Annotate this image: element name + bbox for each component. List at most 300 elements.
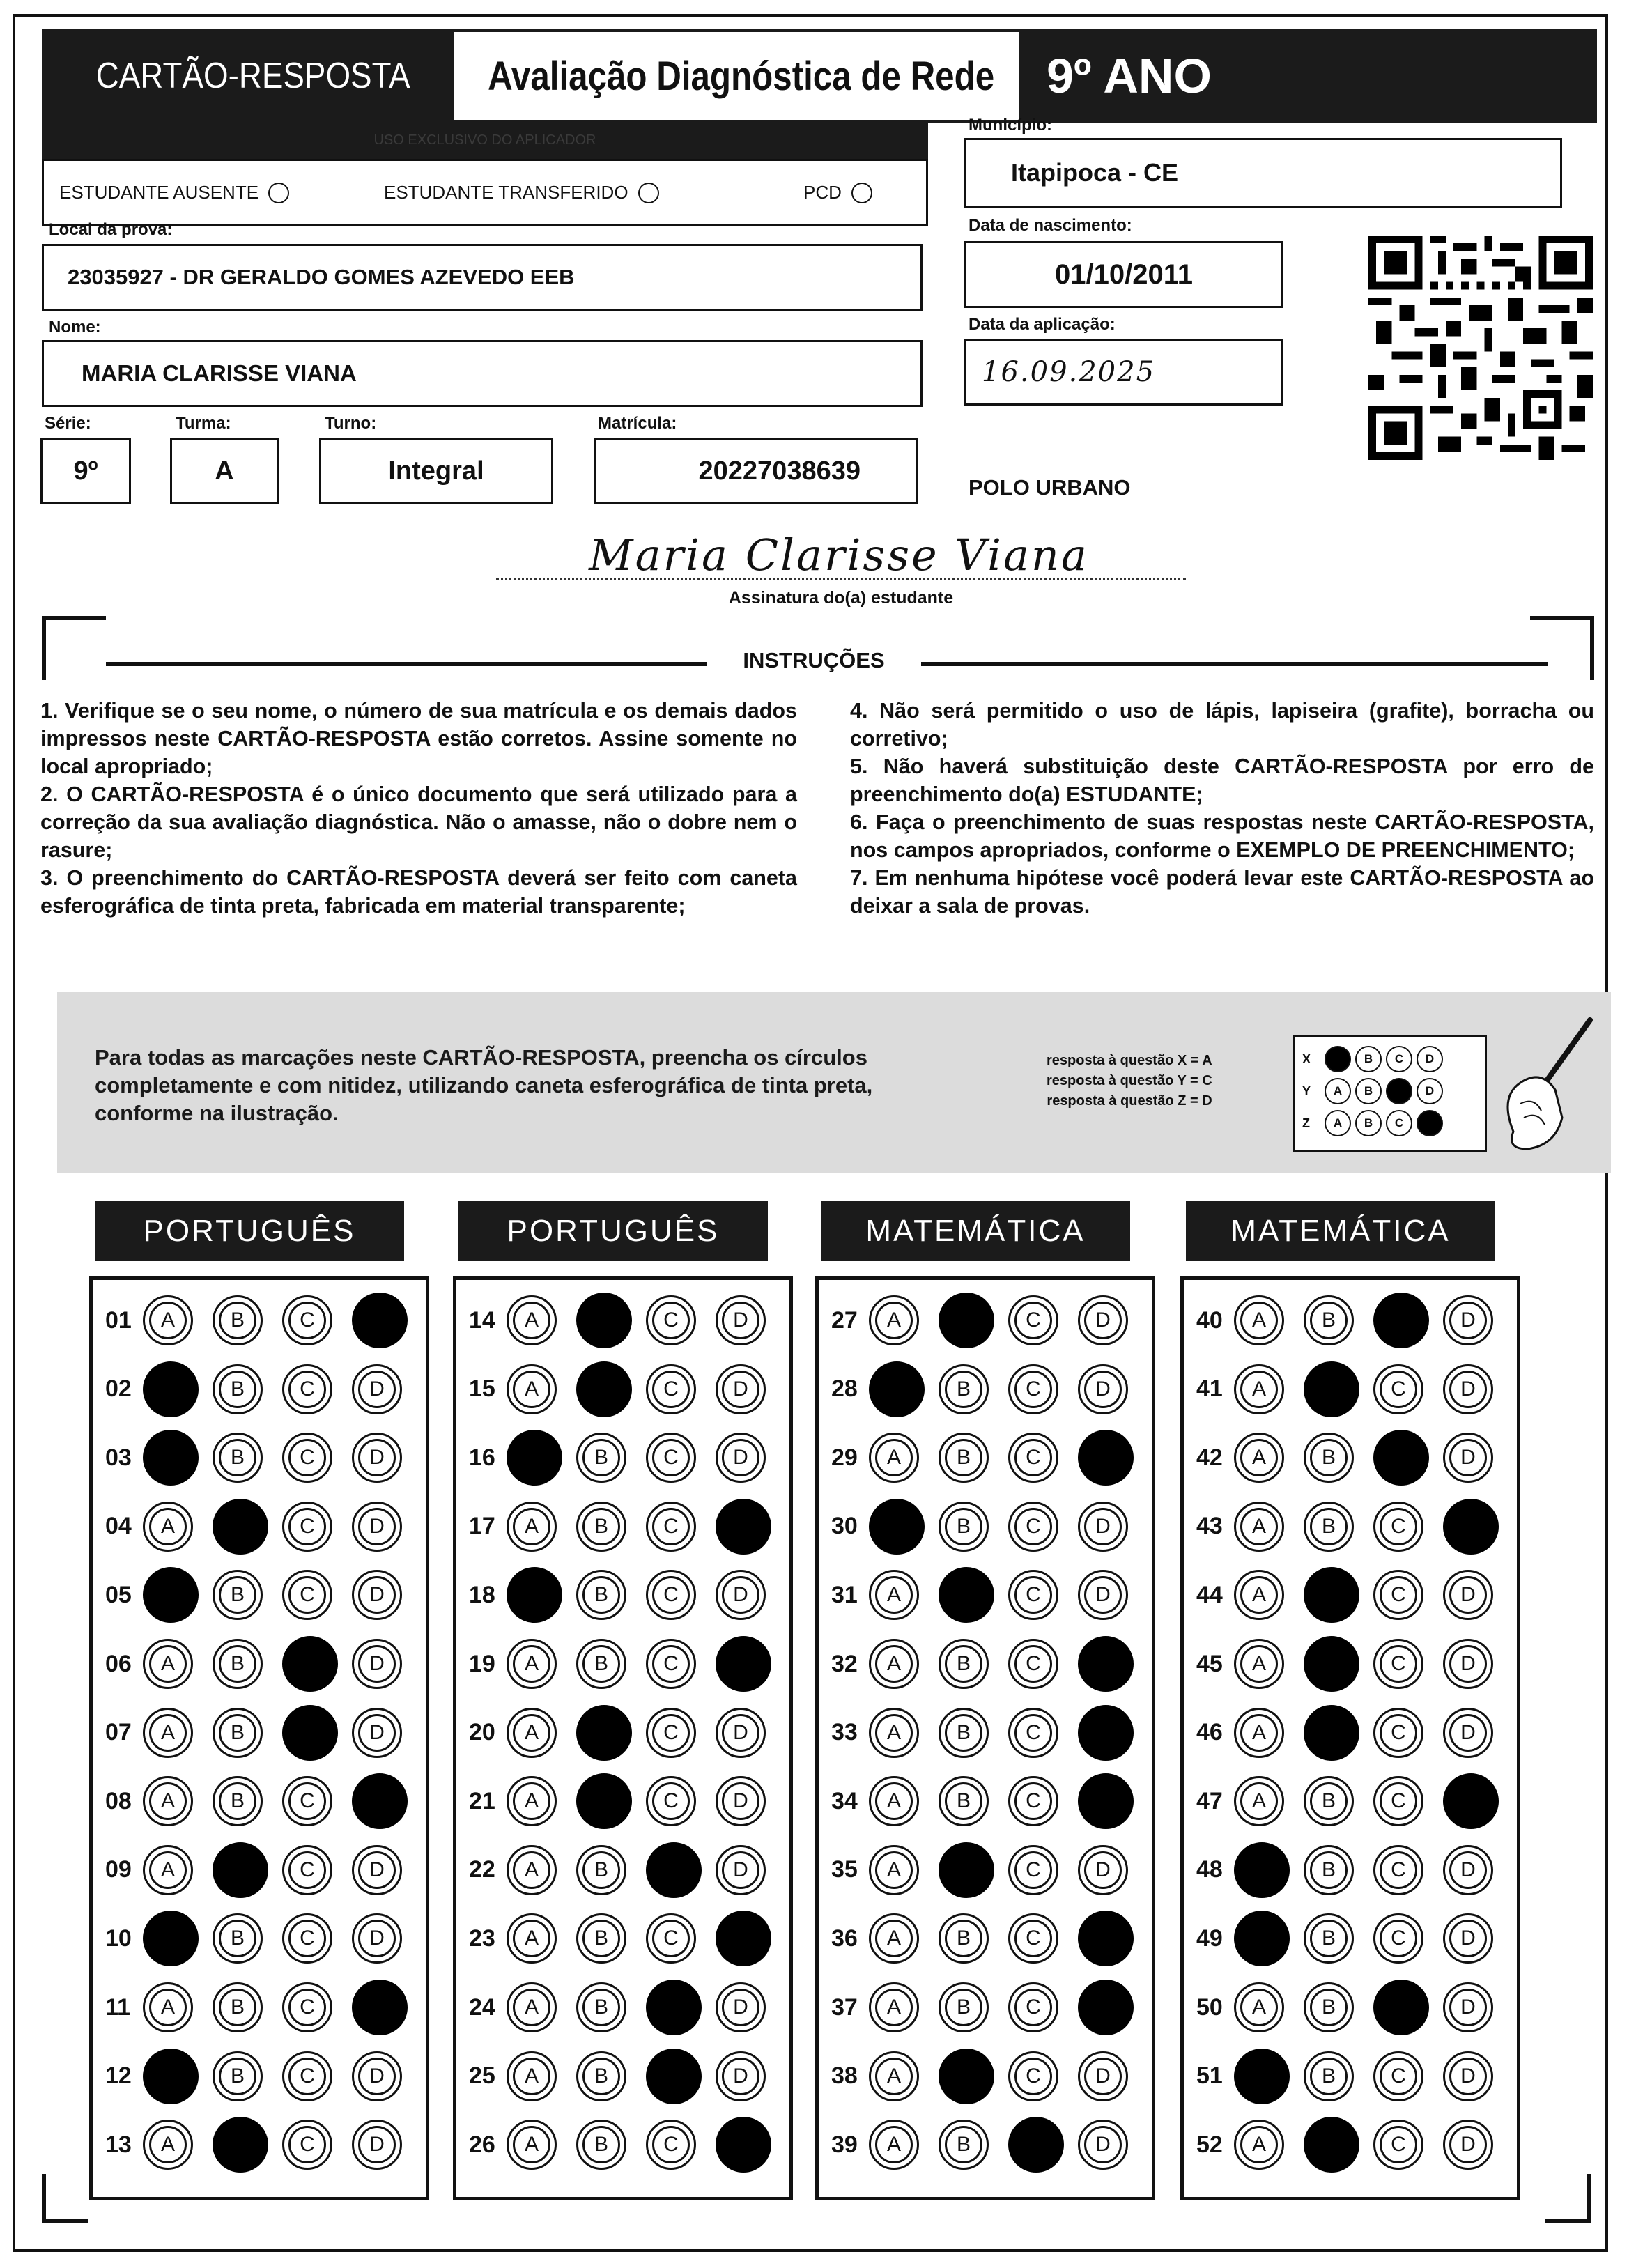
answer-bubble[interactable] bbox=[1234, 1295, 1284, 1345]
filling-example-text: Para todas as marcações neste CARTÃO-RESPOSTA, preencha os círculos completamente e com nitidez, utilizando caneta esferográfica de tinta preta, conforme na ilustração. bbox=[95, 1045, 873, 1125]
turno-field bbox=[319, 438, 553, 504]
answer-bubble-filled[interactable] bbox=[143, 2049, 199, 2104]
bubble-letter: B bbox=[1324, 2133, 1338, 2157]
answer-bubble[interactable] bbox=[869, 1845, 919, 1895]
answer-bubble[interactable] bbox=[213, 1295, 263, 1345]
answer-bubble[interactable] bbox=[282, 1776, 332, 1826]
answer-bubble-filled[interactable] bbox=[1234, 1911, 1290, 1966]
instruction-item: 5. Não haverá substituição deste CARTÃO-RESPOSTA por erro de preenchimento do(a) ESTUDANTE; bbox=[850, 755, 1594, 806]
bubble-letter: C bbox=[300, 1996, 315, 2019]
answer-bubble[interactable] bbox=[869, 2051, 919, 2101]
answer-bubble[interactable] bbox=[939, 1433, 989, 1483]
answer-bubble[interactable] bbox=[507, 1295, 557, 1345]
answer-bubble[interactable] bbox=[507, 2051, 557, 2101]
nome-field bbox=[42, 340, 923, 407]
answer-bubble-filled[interactable] bbox=[1443, 1499, 1499, 1555]
bubble-letter: B bbox=[594, 1583, 608, 1607]
answer-bubble-filled[interactable] bbox=[869, 1499, 925, 1555]
bubble-letter: C bbox=[663, 1514, 679, 1538]
answer-bubble[interactable] bbox=[939, 1639, 989, 1689]
answer-bubble[interactable] bbox=[1373, 1776, 1423, 1826]
answer-bubble-filled[interactable] bbox=[1078, 1980, 1134, 2035]
question-row bbox=[1196, 1293, 1513, 1348]
bubble-letter: A bbox=[1254, 1858, 1269, 1881]
answer-bubble-filled[interactable] bbox=[1078, 1911, 1134, 1966]
answer-bubble[interactable] bbox=[1443, 2120, 1493, 2170]
answer-bubble[interactable] bbox=[646, 1364, 696, 1414]
answer-bubble[interactable] bbox=[716, 1708, 766, 1758]
answer-bubble[interactable] bbox=[507, 1502, 557, 1552]
answer-bubble-filled[interactable] bbox=[716, 1911, 771, 1966]
bubble-letter: A bbox=[1254, 2064, 1269, 2088]
question-row bbox=[831, 1980, 1148, 2035]
answer-bubble[interactable] bbox=[939, 1502, 989, 1552]
answer-bubble[interactable] bbox=[213, 1982, 263, 2032]
bubble-letter: A bbox=[886, 1927, 901, 1950]
answer-bubble-filled[interactable] bbox=[576, 1705, 632, 1761]
answer-bubble-filled[interactable] bbox=[1373, 1430, 1429, 1486]
answer-bubble-filled[interactable] bbox=[143, 1430, 199, 1486]
answer-bubble[interactable] bbox=[352, 2051, 402, 2101]
aplicacao-field[interactable] bbox=[964, 339, 1283, 406]
answer-bubble[interactable] bbox=[1234, 1708, 1284, 1758]
answer-bubble-filled[interactable] bbox=[716, 1499, 771, 1555]
answer-bubble[interactable] bbox=[1304, 1776, 1354, 1826]
bubble-letter: B bbox=[956, 1927, 971, 1950]
answer-bubble[interactable] bbox=[282, 1570, 332, 1620]
answer-bubble[interactable] bbox=[1078, 1845, 1128, 1895]
answer-bubble[interactable] bbox=[1078, 1295, 1128, 1345]
question-row bbox=[469, 1293, 785, 1348]
bubble-letter: C bbox=[663, 1789, 679, 1813]
answer-bubble-filled[interactable] bbox=[143, 1567, 199, 1623]
question-number: 23 bbox=[469, 1924, 495, 1952]
answer-bubble[interactable] bbox=[1373, 1845, 1423, 1895]
answer-bubble[interactable] bbox=[716, 1776, 766, 1826]
answer-bubble[interactable] bbox=[1078, 2051, 1128, 2101]
answer-bubble[interactable] bbox=[1373, 2051, 1423, 2101]
answer-bubble[interactable] bbox=[1443, 1433, 1493, 1483]
bubble-letter: D bbox=[369, 2064, 385, 2088]
bubble-letter: C bbox=[300, 1514, 315, 1538]
bubble-letter: B bbox=[594, 1927, 608, 1950]
example-bubble: A bbox=[1325, 1078, 1351, 1104]
bubble-letter: C bbox=[302, 1652, 318, 1675]
answer-bubble[interactable] bbox=[1008, 1776, 1058, 1826]
answer-bubble[interactable] bbox=[576, 2051, 626, 2101]
answer-bubble[interactable] bbox=[869, 2120, 919, 2170]
answer-bubble-filled[interactable] bbox=[213, 2117, 268, 2173]
answer-bubble[interactable] bbox=[1443, 1639, 1493, 1689]
answer-bubble[interactable] bbox=[576, 1570, 626, 1620]
bubble-letter: B bbox=[1324, 1720, 1338, 1744]
question-number: 06 bbox=[105, 1650, 132, 1677]
answer-bubble[interactable] bbox=[1008, 1295, 1058, 1345]
answer-bubble[interactable] bbox=[1008, 1639, 1058, 1689]
answer-bubble[interactable] bbox=[1373, 1708, 1423, 1758]
bubble-letter: B bbox=[1321, 1446, 1336, 1469]
answer-bubble-filled[interactable] bbox=[1078, 1430, 1134, 1486]
answer-bubble-filled[interactable] bbox=[1304, 1567, 1359, 1623]
bubble-letter: C bbox=[1026, 1720, 1041, 1744]
answer-bubble[interactable] bbox=[1234, 1776, 1284, 1826]
answer-bubble[interactable] bbox=[213, 1570, 263, 1620]
answer-bubble[interactable] bbox=[1008, 2051, 1058, 2101]
bubble-letter: D bbox=[1098, 1927, 1113, 1950]
answer-bubble[interactable] bbox=[1443, 1364, 1493, 1414]
answer-bubble[interactable] bbox=[213, 1776, 263, 1826]
bubble-letter: D bbox=[369, 1720, 385, 1744]
answer-bubble-filled[interactable] bbox=[576, 1361, 632, 1417]
answer-bubble[interactable] bbox=[143, 1708, 193, 1758]
answer-bubble[interactable] bbox=[1373, 1364, 1423, 1414]
bubble-letter: C bbox=[300, 1446, 315, 1469]
answer-bubble[interactable] bbox=[507, 1364, 557, 1414]
answer-bubble[interactable] bbox=[1234, 1982, 1284, 2032]
answer-bubble[interactable] bbox=[1008, 1364, 1058, 1414]
bubble-letter: B bbox=[1321, 2064, 1336, 2088]
question-row bbox=[105, 2117, 422, 2173]
answer-bubble[interactable] bbox=[1234, 1433, 1284, 1483]
question-row bbox=[469, 1773, 785, 1829]
answer-bubble[interactable] bbox=[1078, 1364, 1128, 1414]
question-number: 30 bbox=[831, 1513, 858, 1540]
answer-bubble[interactable] bbox=[352, 1845, 402, 1895]
answer-bubble[interactable] bbox=[507, 1845, 557, 1895]
bubble-letter: B bbox=[959, 1309, 973, 1332]
bubble-letter: C bbox=[300, 1789, 315, 1813]
bubble-letter: D bbox=[733, 2064, 748, 2088]
answer-bubble[interactable] bbox=[282, 1364, 332, 1414]
answer-bubble[interactable] bbox=[352, 1433, 402, 1483]
bubble-letter: A bbox=[1251, 1309, 1266, 1332]
answer-bubble[interactable] bbox=[143, 1845, 193, 1895]
answer-bubble[interactable] bbox=[716, 1433, 766, 1483]
bubble-letter: B bbox=[594, 1652, 608, 1675]
answer-bubble[interactable] bbox=[213, 1433, 263, 1483]
answer-bubble-filled[interactable] bbox=[282, 1705, 338, 1761]
answer-bubble[interactable] bbox=[646, 1639, 696, 1689]
bubble-letter: D bbox=[1460, 1652, 1476, 1675]
question-number: 07 bbox=[105, 1719, 132, 1746]
answer-bubble[interactable] bbox=[646, 1295, 696, 1345]
question-number: 13 bbox=[105, 2131, 132, 2158]
bubble-letter: B bbox=[230, 1789, 245, 1813]
answer-bubble[interactable] bbox=[576, 1502, 626, 1552]
bubble-letter: D bbox=[1095, 1583, 1111, 1607]
answer-bubble[interactable] bbox=[939, 1708, 989, 1758]
answer-bubble[interactable] bbox=[507, 1982, 557, 2032]
answer-bubble-filled[interactable] bbox=[716, 2117, 771, 2173]
answer-bubble[interactable] bbox=[213, 1639, 263, 1689]
answer-bubble-filled[interactable] bbox=[1443, 1773, 1499, 1829]
answer-bubble[interactable] bbox=[352, 1639, 402, 1689]
answer-bubble[interactable] bbox=[1443, 1913, 1493, 1964]
answer-bubble[interactable] bbox=[352, 1570, 402, 1620]
answer-bubble[interactable] bbox=[352, 1364, 402, 1414]
answer-bubble[interactable] bbox=[1373, 1913, 1423, 1964]
answer-bubble-filled[interactable] bbox=[1304, 1636, 1359, 1692]
answer-bubble[interactable] bbox=[282, 1295, 332, 1345]
answer-bubble-filled[interactable] bbox=[1234, 2049, 1290, 2104]
answer-bubble[interactable] bbox=[869, 1295, 919, 1345]
grade-bar bbox=[1019, 29, 1597, 123]
answer-bubble[interactable] bbox=[143, 1639, 193, 1689]
answer-bubble-filled[interactable] bbox=[352, 1773, 408, 1829]
answer-bubble-filled[interactable] bbox=[939, 1293, 994, 1348]
answer-bubble[interactable] bbox=[213, 1708, 263, 1758]
answer-bubble[interactable] bbox=[507, 1776, 557, 1826]
answer-bubble[interactable] bbox=[869, 1570, 919, 1620]
answer-bubble[interactable] bbox=[352, 1913, 402, 1964]
answer-bubble-filled[interactable] bbox=[352, 1980, 408, 2035]
answer-bubble[interactable] bbox=[939, 1982, 989, 2032]
bubble-letter: D bbox=[1460, 1720, 1476, 1744]
bubble-letter: A bbox=[1251, 1514, 1266, 1538]
answer-bubble-filled[interactable] bbox=[507, 1567, 562, 1623]
corner-mark-bottom-right bbox=[1545, 2174, 1591, 2223]
answer-bubble[interactable] bbox=[1234, 1502, 1284, 1552]
answer-bubble[interactable] bbox=[1304, 1913, 1354, 1964]
card-title-bar bbox=[42, 29, 464, 123]
answer-bubble[interactable] bbox=[282, 2120, 332, 2170]
answer-bubble[interactable] bbox=[1373, 2120, 1423, 2170]
answer-bubble[interactable] bbox=[213, 1913, 263, 1964]
answer-bubble[interactable] bbox=[213, 2051, 263, 2101]
answer-bubble[interactable] bbox=[869, 1982, 919, 2032]
answer-bubble[interactable] bbox=[1443, 1708, 1493, 1758]
signature-label: Assinatura do(a) estudante bbox=[728, 588, 954, 608]
bubble-letter: B bbox=[230, 1720, 245, 1744]
answer-bubble[interactable] bbox=[1304, 1845, 1354, 1895]
answer-bubble[interactable] bbox=[869, 1708, 919, 1758]
answer-bubble[interactable] bbox=[1078, 1502, 1128, 1552]
answer-bubble[interactable] bbox=[1008, 1502, 1058, 1552]
answer-bubble[interactable] bbox=[1443, 1845, 1493, 1895]
answer-bubble[interactable] bbox=[1443, 2051, 1493, 2101]
answer-bubble-filled[interactable] bbox=[1078, 1773, 1134, 1829]
answer-bubble[interactable] bbox=[716, 2051, 766, 2101]
answer-bubble[interactable] bbox=[716, 1982, 766, 2032]
turma-field bbox=[170, 438, 279, 504]
answer-bubble[interactable] bbox=[1234, 1364, 1284, 1414]
answer-bubble-filled[interactable] bbox=[143, 1361, 199, 1417]
answer-bubble[interactable] bbox=[939, 1913, 989, 1964]
answer-bubble[interactable] bbox=[282, 1982, 332, 2032]
answer-bubble-filled[interactable] bbox=[939, 1842, 994, 1898]
answer-bubble[interactable] bbox=[282, 1845, 332, 1895]
answer-bubble[interactable] bbox=[939, 1776, 989, 1826]
bubble-letter: A bbox=[524, 1720, 539, 1744]
answer-bubble[interactable] bbox=[1443, 1982, 1493, 2032]
answer-bubble-filled[interactable] bbox=[939, 2049, 994, 2104]
answer-bubble[interactable] bbox=[352, 1708, 402, 1758]
bubble-letter: B bbox=[1324, 1652, 1338, 1675]
question-row bbox=[105, 1567, 422, 1623]
bubble-letter: B bbox=[596, 1720, 611, 1744]
answer-bubble[interactable] bbox=[143, 1502, 193, 1552]
answer-bubble[interactable] bbox=[143, 1982, 193, 2032]
answer-bubble-filled[interactable] bbox=[213, 1842, 268, 1898]
question-number: 50 bbox=[1196, 1993, 1223, 2021]
answer-bubble[interactable] bbox=[143, 1776, 193, 1826]
question-row bbox=[1196, 1842, 1513, 1898]
answer-bubble[interactable] bbox=[646, 1502, 696, 1552]
answer-bubble[interactable] bbox=[1008, 1913, 1058, 1964]
answer-bubble[interactable] bbox=[282, 1913, 332, 1964]
question-number: 20 bbox=[469, 1719, 495, 1746]
example-bubble: B bbox=[1355, 1078, 1382, 1104]
answer-bubble[interactable] bbox=[576, 1913, 626, 1964]
answer-bubble-filled[interactable] bbox=[213, 1499, 268, 1555]
answer-bubble[interactable] bbox=[143, 1295, 193, 1345]
answer-bubble[interactable] bbox=[576, 2120, 626, 2170]
answer-bubble-filled[interactable] bbox=[1304, 1705, 1359, 1761]
answer-bubble[interactable] bbox=[646, 2120, 696, 2170]
answer-bubble[interactable] bbox=[869, 1913, 919, 1964]
bubble-letter: D bbox=[733, 1996, 748, 2019]
answer-bubble[interactable] bbox=[1373, 1502, 1423, 1552]
answer-bubble[interactable] bbox=[507, 2120, 557, 2170]
answer-bubble[interactable] bbox=[646, 1776, 696, 1826]
answer-bubble-filled[interactable] bbox=[1304, 1361, 1359, 1417]
answer-bubble[interactable] bbox=[576, 1433, 626, 1483]
answer-bubble[interactable] bbox=[1078, 2120, 1128, 2170]
serie-field bbox=[40, 438, 131, 504]
answer-bubble[interactable] bbox=[939, 1364, 989, 1414]
answer-bubble-filled[interactable] bbox=[646, 1842, 702, 1898]
answer-bubble-filled[interactable] bbox=[716, 1636, 771, 1692]
answer-bubble[interactable] bbox=[1234, 1639, 1284, 1689]
question-number: 02 bbox=[105, 1375, 132, 1403]
bubble-letter: A bbox=[163, 2064, 178, 2088]
question-row bbox=[1196, 2117, 1513, 2173]
answer-bubble-filled[interactable] bbox=[1234, 1842, 1290, 1898]
answer-bubble-filled[interactable] bbox=[646, 1980, 702, 2035]
bubble-letter: B bbox=[1321, 1858, 1336, 1881]
bubble-letter: C bbox=[300, 1858, 315, 1881]
bubble-letter: B bbox=[1324, 1583, 1338, 1607]
pcd-option[interactable] bbox=[803, 182, 872, 203]
answer-bubble-filled[interactable] bbox=[939, 1567, 994, 1623]
turno-value: Integral bbox=[388, 456, 484, 486]
answer-bubble[interactable] bbox=[1304, 1502, 1354, 1552]
answer-bubble[interactable] bbox=[507, 1708, 557, 1758]
answer-bubble[interactable] bbox=[646, 1708, 696, 1758]
answer-bubble[interactable] bbox=[1304, 1295, 1354, 1345]
answer-bubble[interactable] bbox=[869, 1639, 919, 1689]
transferred-circle[interactable] bbox=[638, 183, 659, 203]
answer-bubble[interactable] bbox=[576, 1982, 626, 2032]
answer-bubble[interactable] bbox=[1008, 1982, 1058, 2032]
answer-bubble[interactable] bbox=[1443, 1295, 1493, 1345]
answer-bubble-filled[interactable] bbox=[1373, 1293, 1429, 1348]
transferred-option[interactable] bbox=[384, 182, 659, 203]
answer-bubble[interactable] bbox=[1008, 1845, 1058, 1895]
answer-bubble[interactable] bbox=[352, 2120, 402, 2170]
absent-circle[interactable] bbox=[268, 183, 289, 203]
answer-bubble[interactable] bbox=[576, 1639, 626, 1689]
answer-bubble[interactable] bbox=[716, 1845, 766, 1895]
answer-bubble-filled[interactable] bbox=[1304, 2117, 1359, 2173]
answer-bubble-filled[interactable] bbox=[282, 1636, 338, 1692]
question-number: 47 bbox=[1196, 1787, 1223, 1814]
answer-bubble[interactable] bbox=[1008, 1570, 1058, 1620]
answer-bubble-filled[interactable] bbox=[1078, 1636, 1134, 1692]
answer-bubble-filled[interactable] bbox=[352, 1293, 408, 1348]
answer-bubble[interactable] bbox=[282, 2051, 332, 2101]
answer-bubble[interactable] bbox=[716, 1364, 766, 1414]
answer-bubble-filled[interactable] bbox=[1373, 1980, 1429, 2035]
answer-bubble-filled[interactable] bbox=[576, 1293, 632, 1348]
answer-bubble-filled[interactable] bbox=[1078, 1705, 1134, 1761]
answer-bubble[interactable] bbox=[716, 1295, 766, 1345]
bubble-letter: B bbox=[1321, 1789, 1336, 1813]
answer-bubble-filled[interactable] bbox=[576, 1773, 632, 1829]
bubble-letter: D bbox=[1095, 1514, 1111, 1538]
question-row bbox=[105, 2049, 422, 2104]
bubble-letter: B bbox=[594, 1858, 608, 1881]
pcd-circle[interactable] bbox=[851, 183, 872, 203]
answer-bubble[interactable] bbox=[507, 1913, 557, 1964]
question-row bbox=[1196, 1567, 1513, 1623]
answer-bubble[interactable] bbox=[939, 2120, 989, 2170]
bubble-letter: C bbox=[1391, 1652, 1406, 1675]
bubble-letter: D bbox=[1098, 1446, 1113, 1469]
corner-mark-bottom-left bbox=[42, 2174, 88, 2223]
answer-bubble[interactable] bbox=[1008, 1708, 1058, 1758]
section-header bbox=[95, 1201, 404, 1261]
absent-option[interactable] bbox=[59, 182, 289, 203]
answer-bubble[interactable] bbox=[869, 1433, 919, 1483]
answer-bubble[interactable] bbox=[869, 1776, 919, 1826]
question-row bbox=[469, 1842, 785, 1898]
answer-bubble[interactable] bbox=[1304, 2051, 1354, 2101]
answer-bubble[interactable] bbox=[1373, 1639, 1423, 1689]
bubble-letter: D bbox=[372, 1789, 387, 1813]
answer-bubble[interactable] bbox=[282, 1502, 332, 1552]
bubble-letter: A bbox=[524, 2133, 539, 2157]
question-number: 52 bbox=[1196, 2131, 1223, 2158]
answer-bubble[interactable] bbox=[646, 1913, 696, 1964]
answer-bubble[interactable] bbox=[282, 1433, 332, 1483]
answer-bubble-filled[interactable] bbox=[507, 1430, 562, 1486]
answer-bubble[interactable] bbox=[1304, 1982, 1354, 2032]
answer-bubble[interactable] bbox=[1078, 1570, 1128, 1620]
bubble-letter: A bbox=[886, 2133, 901, 2157]
answer-bubble-filled[interactable] bbox=[143, 1911, 199, 1966]
answer-bubble[interactable] bbox=[646, 1433, 696, 1483]
answer-bubble[interactable] bbox=[576, 1845, 626, 1895]
answer-bubble[interactable] bbox=[1234, 1570, 1284, 1620]
answer-bubble[interactable] bbox=[1304, 1433, 1354, 1483]
answer-bubble-filled[interactable] bbox=[869, 1361, 925, 1417]
answer-bubble[interactable] bbox=[1373, 1570, 1423, 1620]
bubble-letter: D bbox=[1460, 1996, 1476, 2019]
answer-bubble-filled[interactable] bbox=[1008, 2117, 1064, 2173]
answer-bubble[interactable] bbox=[352, 1502, 402, 1552]
answer-bubble[interactable] bbox=[716, 1570, 766, 1620]
answer-bubble[interactable] bbox=[1234, 2120, 1284, 2170]
answer-bubble[interactable] bbox=[507, 1639, 557, 1689]
aplicacao-label: Data da aplicação: bbox=[969, 315, 1116, 334]
answer-bubble[interactable] bbox=[646, 1570, 696, 1620]
answer-bubble[interactable] bbox=[1008, 1433, 1058, 1483]
answer-bubble-filled[interactable] bbox=[646, 2049, 702, 2104]
answer-bubble[interactable] bbox=[143, 2120, 193, 2170]
answer-bubble[interactable] bbox=[1443, 1570, 1493, 1620]
answer-bubble[interactable] bbox=[213, 1364, 263, 1414]
